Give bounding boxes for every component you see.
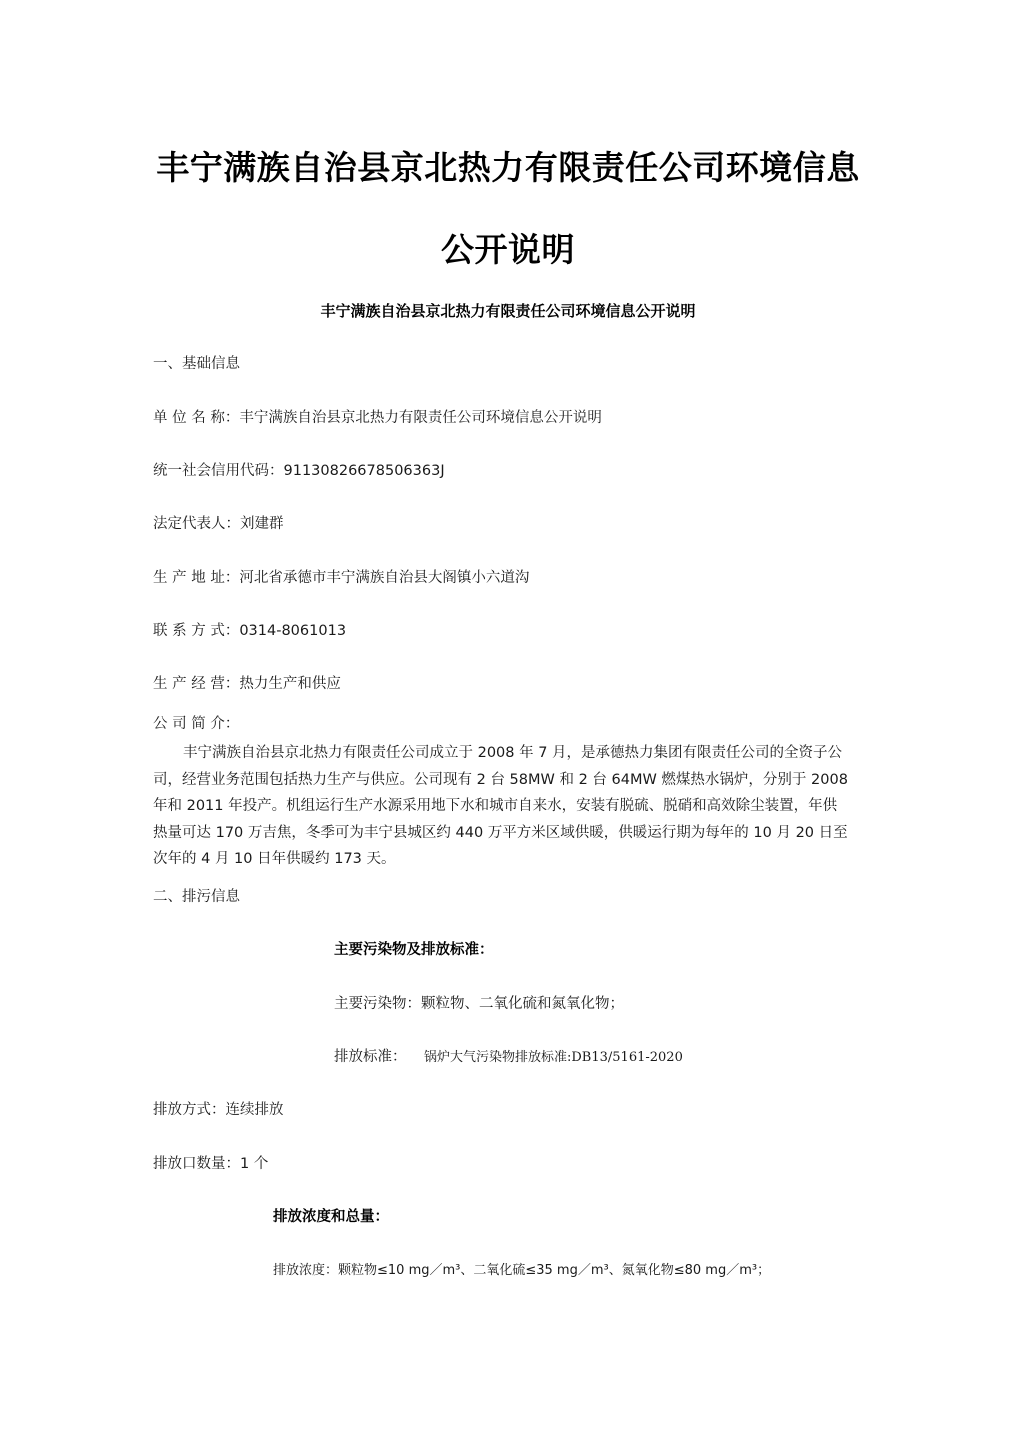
pollutant-heading: 主要污染物及排放标准： bbox=[334, 942, 494, 958]
company-intro-paragraph bbox=[153, 740, 863, 873]
company-intro-label: 公 司 简 介： bbox=[153, 716, 240, 732]
discharge-method: 排放方式：连续排放 bbox=[153, 1102, 284, 1118]
intro-line: 次年的 4 月 10 日年供暖约 173 天。 bbox=[153, 851, 396, 867]
intro-line: 丰宁满族自治县京北热力有限责任公司成立于 2008 年 7 月，是承德热力集团有限责任公司的全资子公 bbox=[183, 745, 843, 761]
legal-representative: 法定代表人：刘建群 bbox=[153, 516, 284, 532]
concentration-heading: 排放浓度和总量： bbox=[273, 1209, 389, 1225]
production-address: 生 产 地 址：河北省承德市丰宁满族自治县大阁镇小六道沟 bbox=[153, 570, 530, 586]
document-title-line1: 丰宁满族自治县京北热力有限责任公司环境信息 bbox=[156, 148, 860, 187]
intro-line: 司，经营业务范围包括热力生产与供应。公司现有 2 台 58MW 和 2 台 64MW 燃煤热水锅炉，分别于 2008 bbox=[153, 771, 848, 788]
credit-code: 统一社会信用代码：91130826678506363J bbox=[153, 463, 445, 479]
outlet-count: 排放口数量：1 个 bbox=[153, 1156, 269, 1172]
emission-concentration: 排放浓度：颗粒物≤10 mg／m³、二氧化硫≤35 mg／m³、氮氧化物≤80 mg／m³； bbox=[273, 1263, 771, 1278]
section1-heading: 一、基础信息 bbox=[153, 356, 240, 372]
business-scope: 生 产 经 营：热力生产和供应 bbox=[153, 676, 341, 692]
contact-info: 联 系 方 式：0314-8061013 bbox=[153, 623, 347, 639]
intro-line: 年和 2011 年投产。机组运行生产水源采用地下水和城市自来水，安装有脱硫、脱硝和高效除尘装置，年供 bbox=[153, 798, 838, 814]
document-subtitle: 丰宁满族自治县京北热力有限责任公司环境信息公开说明 bbox=[320, 302, 696, 320]
unit-name: 单 位 名 称：丰宁满族自治县京北热力有限责任公司环境信息公开说明 bbox=[153, 410, 602, 426]
section2-heading: 二、排污信息 bbox=[153, 889, 240, 905]
document-title-line2: 公开说明 bbox=[441, 230, 575, 269]
main-pollutants: 主要污染物：颗粒物、二氧化硫和氮氧化物； bbox=[334, 996, 624, 1012]
intro-line: 热量可达 170 万吉焦，冬季可为丰宁县城区约 440 万平方米区域供暖，供暖运行期为每年的 10 月 20 日至 bbox=[153, 824, 848, 841]
emission-standard-value: 锅炉大气污染物排放标准:DB13/5161-2020 bbox=[424, 1050, 683, 1065]
emission-standard-label: 排放标准： bbox=[334, 1049, 407, 1065]
